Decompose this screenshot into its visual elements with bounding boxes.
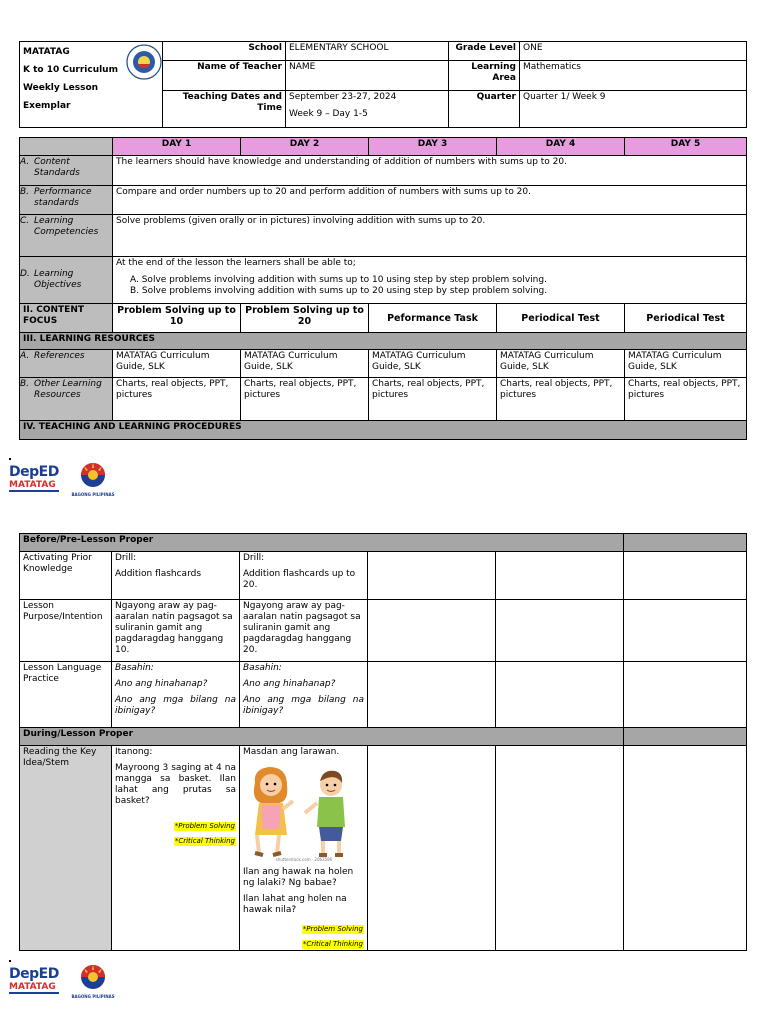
activating-label: Activating Prior Knowledge [20, 552, 112, 600]
deped-seal-icon [126, 44, 162, 80]
other-resources-day-4: Charts, real objects, PPT, pictures [497, 378, 625, 421]
language-day-2: Basahin: Ano ang hinahanap? Ano ang mga bilang na ibinigay? [240, 662, 368, 728]
language-day-5 [624, 662, 747, 728]
other-resources-day-1: Charts, real objects, PPT, pictures [113, 378, 241, 421]
dates-value: September 23-27, 2024 Week 9 – Day 1-5 [286, 91, 449, 128]
day-header-5: DAY 5 [625, 138, 747, 156]
quarter-label: Quarter [449, 91, 520, 128]
during-lesson-heading-end [624, 728, 747, 746]
references-day-3: MATATAG Curriculum Guide, SLK [369, 350, 497, 378]
performance-standards-text: Compare and order numbers up to 20 and perform addition of numbers with sums up to 20. [113, 186, 747, 215]
references-day-1: MATATAG Curriculum Guide, SLK [113, 350, 241, 378]
content-standards-text: The learners should have knowledge and understanding of addition of numbers with sums up to 20. [113, 156, 747, 186]
bullet-mark [9, 458, 11, 460]
deped-matatag-logo: DepED MATATAG [9, 464, 59, 490]
reading-day-1: Itanong: Mayroong 3 saging at 4 na mangga sa basket. Ilan lahat ang prutas sa basket? *Problem Solving *Critical Thinking [112, 746, 240, 951]
activating-day-1: Drill: Addition flashcards [112, 552, 240, 600]
content-standards-label: A. Content Standards [20, 156, 113, 186]
activating-day-2: Drill: Addition flashcards up to 20. [240, 552, 368, 600]
references-label: A. References [20, 350, 113, 378]
before-lesson-heading-end [624, 534, 747, 552]
school-label: School [163, 42, 286, 61]
content-focus-label: II. CONTENT FOCUS [20, 304, 113, 333]
references-day-4: MATATAG Curriculum Guide, SLK [497, 350, 625, 378]
area-label: Learning Area [449, 61, 520, 91]
bagong-pilipinas-logo-2: BAGONG PILIPINAS [68, 962, 118, 998]
language-day-3 [368, 662, 496, 728]
language-day-4 [496, 662, 624, 728]
content-focus-day-1: Problem Solving up to 10 [113, 304, 241, 333]
purpose-day-3 [368, 600, 496, 662]
bagong-pilipinas-logo: BAGONG PILIPINAS [68, 460, 118, 496]
other-resources-day-3: Charts, real objects, PPT, pictures [369, 378, 497, 421]
day-corner-cell [20, 138, 113, 156]
learning-competencies-label: C. Learning Competencies [20, 215, 113, 257]
content-focus-day-3: Peformance Task [369, 304, 497, 333]
language-label: Lesson Language Practice [20, 662, 112, 728]
reading-label: Reading the Key Idea/Stem [20, 746, 112, 951]
grade-value: ONE [520, 42, 747, 61]
learning-resources-heading: III. LEARNING RESOURCES [20, 333, 747, 350]
bagong-pilipinas-icon [68, 460, 118, 488]
purpose-day-4 [496, 600, 624, 662]
purpose-label: Lesson Purpose/Intention [20, 600, 112, 662]
other-resources-day-2: Charts, real objects, PPT, pictures [241, 378, 369, 421]
purpose-day-1: Ngayong araw ay pag-aaralan natin pagsagot sa suliranin gamit ang pagdaragdag hanggang 10. [112, 600, 240, 662]
main-table [19, 137, 747, 440]
critical-thinking-tag-2: *Critical Thinking [302, 940, 363, 948]
learning-objectives-text: At the end of the lesson the learners shall be able to; A. Solve problems involving addition with sums up to 10 using step by step problem solving. B. Solve problems involving addition with sums up to 20 using step by step problem solving. [113, 257, 747, 304]
day-header-3: DAY 3 [369, 138, 497, 156]
day-header-2: DAY 2 [241, 138, 369, 156]
other-resources-day-5: Charts, real objects, PPT, pictures [625, 378, 747, 421]
reading-day-5 [624, 746, 747, 951]
children-with-marbles-image [243, 763, 365, 863]
language-day-1: Basahin: Ano ang hinahanap? Ano ang mga bilang na ibinigay? [112, 662, 240, 728]
quarter-value: Quarter 1/ Week 9 [520, 91, 747, 128]
problem-solving-tag: *Problem Solving [174, 822, 235, 830]
learning-competencies-text: Solve problems (given orally or in pictures) involving addition with sums up to 20. [113, 215, 747, 257]
day-header-4: DAY 4 [497, 138, 625, 156]
procedures-table [19, 533, 747, 951]
activating-day-3 [368, 552, 496, 600]
deped-matatag-logo-2: DepED MATATAG [9, 966, 59, 992]
bagong-pilipinas-icon-2 [68, 962, 118, 990]
grade-label: Grade Level [449, 42, 520, 61]
during-lesson-heading: During/Lesson Proper [20, 728, 624, 746]
purpose-day-2: Ngayong araw ay pag-aaralan natin pagsagot sa suliranin gamit ang pagdaragdag hanggang 20. [240, 600, 368, 662]
performance-standards-label: B. Performance standards [20, 186, 113, 215]
reading-day-4 [496, 746, 624, 951]
other-resources-label: B. Other Learning Resources [20, 378, 113, 421]
school-value: ELEMENTARY SCHOOL [286, 42, 449, 61]
before-lesson-heading: Before/Pre-Lesson Proper [20, 534, 624, 552]
area-value: Mathematics [520, 61, 747, 91]
content-focus-day-2: Problem Solving up to 20 [241, 304, 369, 333]
procedures-heading: IV. TEACHING AND LEARNING PROCEDURES [20, 421, 747, 440]
references-day-5: MATATAG Curriculum Guide, SLK [625, 350, 747, 378]
learning-objectives-label: D. Learning Objectives [20, 257, 113, 304]
dates-label: Teaching Dates and Time [163, 91, 286, 128]
exemplar-title: MATATAG K to 10 Curriculum Weekly Lesson Exemplar [20, 42, 163, 128]
problem-solving-tag-2: *Problem Solving [302, 925, 363, 933]
purpose-day-5 [624, 600, 747, 662]
references-day-2: MATATAG Curriculum Guide, SLK [241, 350, 369, 378]
reading-day-3 [368, 746, 496, 951]
reading-day-2: Masdan ang larawan. shutterstock.com · 2063596 Ilan ang hawak na holen ng lalaki? Ng babae? Ilan lahat ang holen na hawak nila? *Problem Solving *Critical Thinking [240, 746, 368, 951]
day-header-1: DAY 1 [113, 138, 241, 156]
content-focus-day-5: Periodical Test [625, 304, 747, 333]
content-focus-day-4: Periodical Test [497, 304, 625, 333]
image-caption: shutterstock.com · 2063596 [275, 857, 333, 862]
bullet-mark-2 [9, 960, 11, 962]
activating-day-5 [624, 552, 747, 600]
teacher-label: Name of Teacher [163, 61, 286, 91]
critical-thinking-tag: *Critical Thinking [174, 837, 235, 845]
teacher-value: NAME [286, 61, 449, 91]
activating-day-4 [496, 552, 624, 600]
header-table [19, 41, 747, 128]
